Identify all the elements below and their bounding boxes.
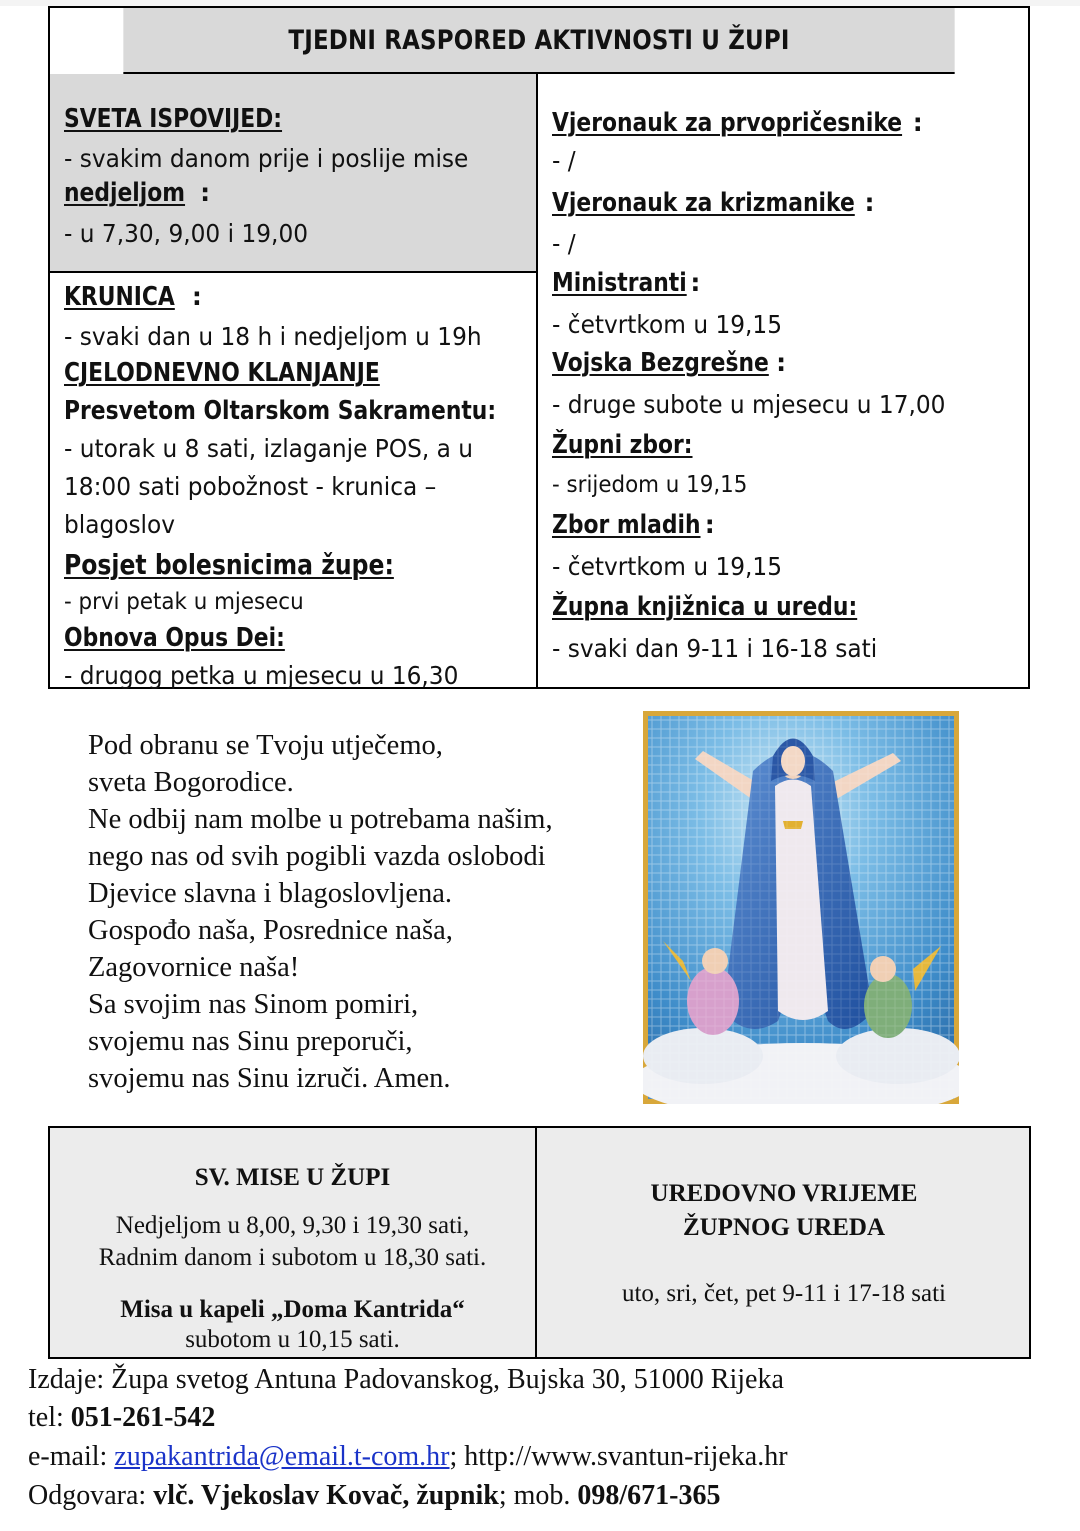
militia-text: - druge subote u mjesecu u 17,00 xyxy=(552,390,946,419)
office-title-line-1: UREDOVNO VRIJEME xyxy=(650,1180,918,1207)
prayer-line: svojemu nas Sinu izruči. Amen. xyxy=(88,1063,451,1094)
altar-servers-heading-row xyxy=(552,268,700,298)
colon: : xyxy=(200,178,211,207)
prayer-line: Gospođo naša, Posrednice naša, xyxy=(88,915,453,946)
confirmation-heading: Vjeronauk za krizmanike xyxy=(552,188,855,218)
adoration-heading: CJELODNEVNO KLANJANJE xyxy=(64,358,380,388)
prayer-line: sveta Bogorodice. xyxy=(88,767,294,798)
prayer-text xyxy=(88,727,553,1097)
mobile-number: 098/671-365 xyxy=(577,1480,721,1511)
colon: : xyxy=(704,510,715,539)
confession-heading: SVETA ISPOVIJED: xyxy=(64,104,283,134)
office-title-line-2: ŽUPNOG UREDA xyxy=(682,1214,886,1241)
masses-line-2: Radnim danom i subotom u 18,30 sati. xyxy=(98,1244,487,1271)
rosary-heading: KRUNICA xyxy=(64,282,175,312)
assumption-mosaic-image xyxy=(643,711,959,1104)
first-communion-heading-row xyxy=(552,108,923,138)
mobile-label: ; mob. xyxy=(498,1480,578,1511)
prayer-line: Pod obranu se Tvoju utječemo, xyxy=(88,730,443,761)
rosary-heading-row xyxy=(64,282,202,312)
schedule-right-column xyxy=(538,74,1028,687)
opus-dei-heading: Obnova Opus Dei: xyxy=(64,623,285,653)
chapel-mass-title: Misa u kapeli „Doma Kantrida“ xyxy=(120,1296,465,1323)
colon: : xyxy=(864,188,875,217)
masses-line-1: Nedjeljom u 8,00, 9,30 i 19,30 sati, xyxy=(115,1212,470,1239)
weekly-schedule-table xyxy=(48,6,1030,689)
phone-label: tel: xyxy=(28,1402,71,1433)
colon: : xyxy=(776,348,787,377)
youth-choir-heading-row xyxy=(552,510,715,540)
prayer-line: Ne odbij nam molbe u potrebama našim, xyxy=(88,804,553,835)
office-hours: uto, sri, čet, pet 9-11 i 17-18 sati xyxy=(621,1280,946,1307)
responsible-name: vlč. Vjekoslav Kovač, župnik xyxy=(153,1480,499,1511)
opus-dei-text: - drugog petka u mjesecu u 16,30 xyxy=(64,661,459,690)
militia-heading-row xyxy=(552,348,786,378)
email-line xyxy=(28,1441,788,1473)
first-communion-heading: Vjeronauk za prvopričesnike xyxy=(552,108,903,138)
info-boxes xyxy=(48,1126,1031,1359)
prayer-line: nego nas od svih pogibli vazda oslobodi xyxy=(88,841,546,872)
confirmation-text: - / xyxy=(552,229,576,258)
sick-visits-text: - prvi petak u mjesecu xyxy=(64,589,304,615)
choir-text: - srijedom u 19,15 xyxy=(552,472,748,498)
box-divider xyxy=(535,1128,537,1357)
colon: : xyxy=(912,108,923,137)
confession-sunday-heading-row xyxy=(64,178,210,208)
militia-heading: Vojska Bezgrešne xyxy=(552,348,769,378)
responsible-line xyxy=(28,1480,720,1512)
youth-choir-heading: Zbor mladih xyxy=(552,510,701,540)
phone-number: 051-261-542 xyxy=(70,1402,216,1433)
sick-visits-heading: Posjet bolesnicima župe: xyxy=(64,548,394,581)
schedule-title: TJEDNI RASPORED AKTIVNOSTI U ŽUPI xyxy=(123,8,954,74)
prayer-line: Sa svojim nas Sinom pomiri, xyxy=(88,989,419,1020)
publisher-line: Izdaje: Župa svetog Antuna Padovanskog, Bujska 30, 51000 Rijeka xyxy=(28,1364,784,1395)
confession-sunday-times: - u 7,30, 9,00 i 19,00 xyxy=(64,219,309,248)
schedule-left-column xyxy=(50,74,538,690)
chapel-mass-time: subotom u 10,15 sati. xyxy=(185,1326,400,1353)
adoration-subheading: Presvetom Oltarskom Sakramentu: xyxy=(64,396,497,426)
library-text: - svaki dan 9-11 i 16-18 sati xyxy=(552,634,878,663)
altar-servers-heading: Ministranti xyxy=(552,268,687,298)
prayer-line: svojemu nas Sinu preporuči, xyxy=(88,1026,413,1057)
confirmation-heading-row xyxy=(552,188,874,218)
website-text: ; http://www.svantun-rijeka.hr xyxy=(449,1441,788,1472)
adoration-line-1: - utorak u 8 sati, izlaganje POS, a u xyxy=(64,434,474,463)
choir-heading: Župni zbor: xyxy=(552,430,693,460)
colon: : xyxy=(690,268,701,297)
masses-title: SV. MISE U ŽUPI xyxy=(194,1164,391,1191)
email-label: e-mail: xyxy=(28,1441,115,1472)
confession-daily: - svakim danom prije i poslije mise xyxy=(64,144,469,173)
prayer-line: Zagovornice naša! xyxy=(88,952,300,983)
adoration-line-3: blagoslov xyxy=(64,510,176,539)
adoration-line-2: 18:00 sati pobožnost - krunica – xyxy=(64,472,437,501)
prayer-line: Djevice slavna i blagoslovljena. xyxy=(88,878,453,909)
library-heading: Župna knjižnica u uredu: xyxy=(552,592,858,622)
email-link[interactable]: zupakantrida@email.t-com.hr xyxy=(114,1441,450,1472)
confession-sunday-heading: nedjeljom xyxy=(64,178,186,208)
colon: : xyxy=(191,282,202,311)
first-communion-text: - / xyxy=(552,146,576,175)
altar-servers-text: - četvrtkom u 19,15 xyxy=(552,310,783,339)
rosary-text: - svaki dan u 18 h i nedjeljom u 19h xyxy=(64,322,482,351)
responsible-label: Odgovara: xyxy=(28,1480,154,1511)
phone-line xyxy=(28,1402,215,1434)
youth-choir-text: - četvrtkom u 19,15 xyxy=(552,552,783,581)
